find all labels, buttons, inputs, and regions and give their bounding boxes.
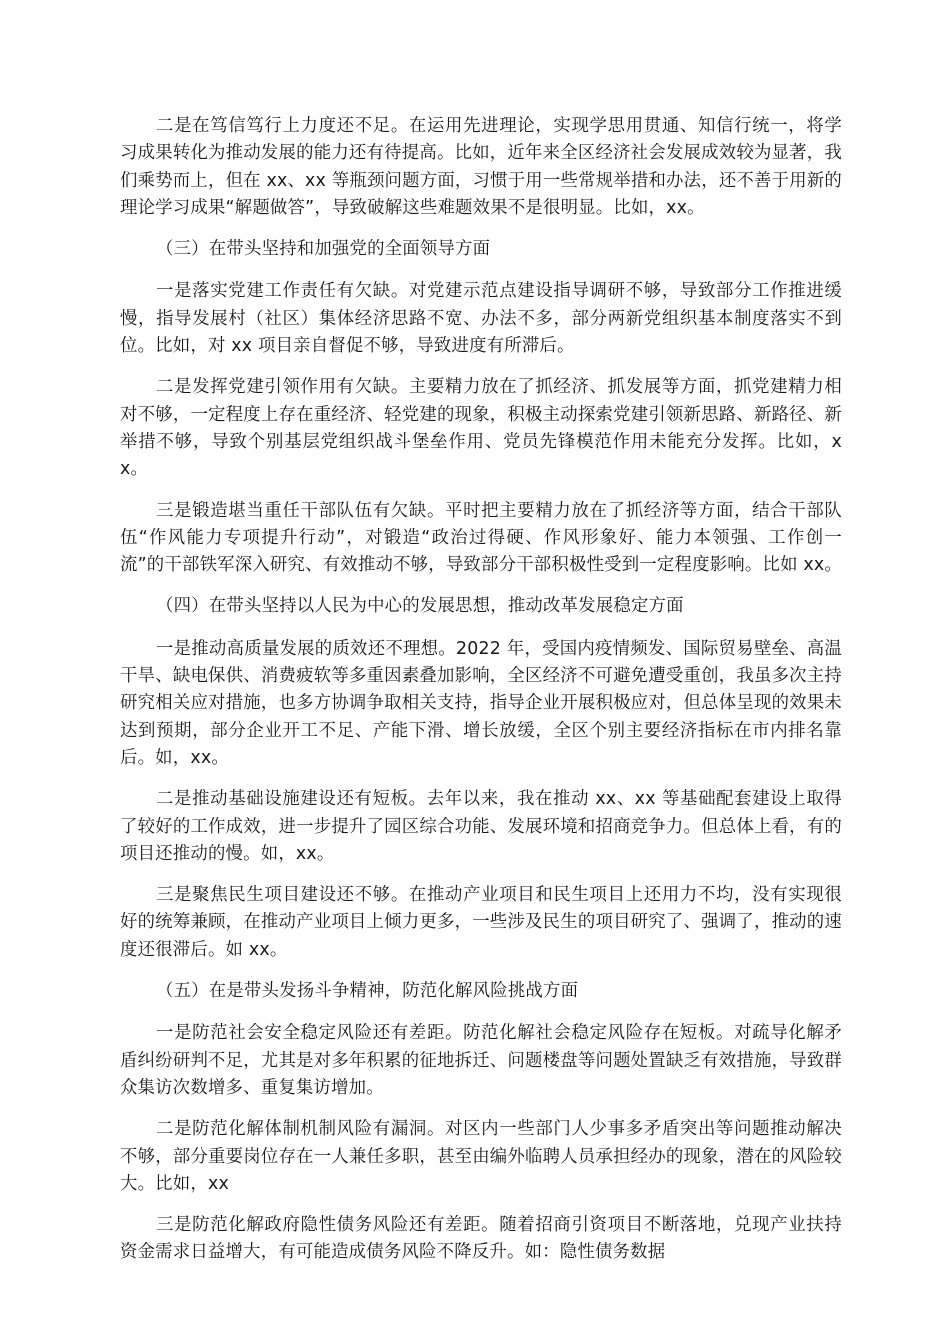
paragraph-cadre-team: 三是锻造堪当重任干部队伍有欠缺。平时把主要精力放在了抓经济等方面，结合干部队伍“作风能力专项提升行动”，对锻造“政治过得硬、作风形象好、能力本领强、工作创一流”的干部铁军深入研究、有效推动不够，导致部分干部积极性受到一定程度影响。比如 xx。 [120, 500, 842, 576]
paragraph-party-responsibility: 一是落实党建工作责任有欠缺。对党建示范点建设指导调研不够，导致部分工作推进缓慢，指导发展村（社区）集体经济思路不宽、办法不多，部分两新党组织基本制度落实不到位。比如，对 xx 项目亲自督促不够，导致进度有所滞后。 [120, 281, 842, 357]
section-heading-4: （四）在带头坚持以人民为中心的发展思想，推动改革发展稳定方面 [156, 596, 684, 617]
paragraph-debt-risk: 三是防范化解政府隐性债务风险还有差距。随着招商引资项目不断落地，兑现产业扶持资金需求日益增大，有可能造成债务风险不降反升。如：隐性债务数据 [120, 1215, 842, 1263]
paragraph-party-leading: 二是发挥党建引领作用有欠缺。主要精力放在了抓经济、抓发展等方面，抓党建精力相对不够，一定程度上存在重经济、轻党建的现象，积极主动探索党建引领新思路、新路径、新举措不够，导致个别基层党组织战斗堡垒作用、党员先锋模范作用未能充分发挥。比如，xx。 [120, 377, 842, 480]
section-heading-3: （三）在带头坚持和加强党的全面领导方面 [156, 239, 491, 260]
paragraph-infrastructure: 二是推动基础设施建设还有短板。去年以来，我在推动 xx、xx 等基础配套建设上取得了较好的工作成效，进一步提升了园区综合功能、发展环境和招商竞争力。但总体上看，有的项目还推动的慢。如，xx。 [120, 789, 842, 864]
document-page [120, 113, 842, 1281]
paragraph-faith-practice: 二是在笃信笃行上力度还不足。在运用先进理论，实现学思用贯通、知信行统一，将学习成果转化为推动发展的能力还有待提高。比如，近年来全区经济社会发展成效较为显著，我们乘势而上，但在 xx、xx 等瓶颈问题方面，习惯于用一些常规举措和办法，还不善于用新的理论学习成果“解题做答”，导致破解这些难题效果不是很明显。比如，xx。 [120, 116, 842, 218]
paragraph-social-stability: 一是防范社会安全稳定风险还有差距。防范化解社会稳定风险存在短板。对疏导化解矛盾纠纷研判不足，尤其是对多年积累的征地拆迁、问题楼盘等问题处置缺乏有效措施，导致群众集访次数增多、重复集访增加。 [120, 1023, 842, 1098]
paragraph-institutional-risk: 二是防范化解体制机制风险有漏洞。对区内一些部门人少事多矛盾突出等问题推动解决不够，部分重要岗位存在一人兼任多职，甚至由编外临聘人员承担经办的现象，潜在的风险较大。比如，xx [120, 1119, 842, 1194]
paragraph-quality-development: 一是推动高质量发展的质效还不理想。2022 年，受国内疫情频发、国际贸易壁垒、高温干旱、缺电保供、消费疲软等多重因素叠加影响，全区经济不可避免遭受重创，我虽多次主持研究相关应对措施，也多方协调争取相关支持，指导企业开展积极应对，但总体呈现的效果未达到预期，部分企业开工不足、产能下滑、增长放缓，全区个别主要经济指标在市内排名靠后。如，xx。 [120, 638, 842, 768]
paragraph-livelihood-projects: 三是聚焦民生项目建设还不够。在推动产业项目和民生项目上还用力不均，没有实现很好的统筹兼顾，在推动产业项目上倾力更多，一些涉及民生的项目研究了、强调了，推动的速度还很滞后。如 xx。 [120, 885, 842, 960]
section-heading-5: （五）在是带头发扬斗争精神，防范化解风险挑战方面 [156, 981, 579, 1002]
